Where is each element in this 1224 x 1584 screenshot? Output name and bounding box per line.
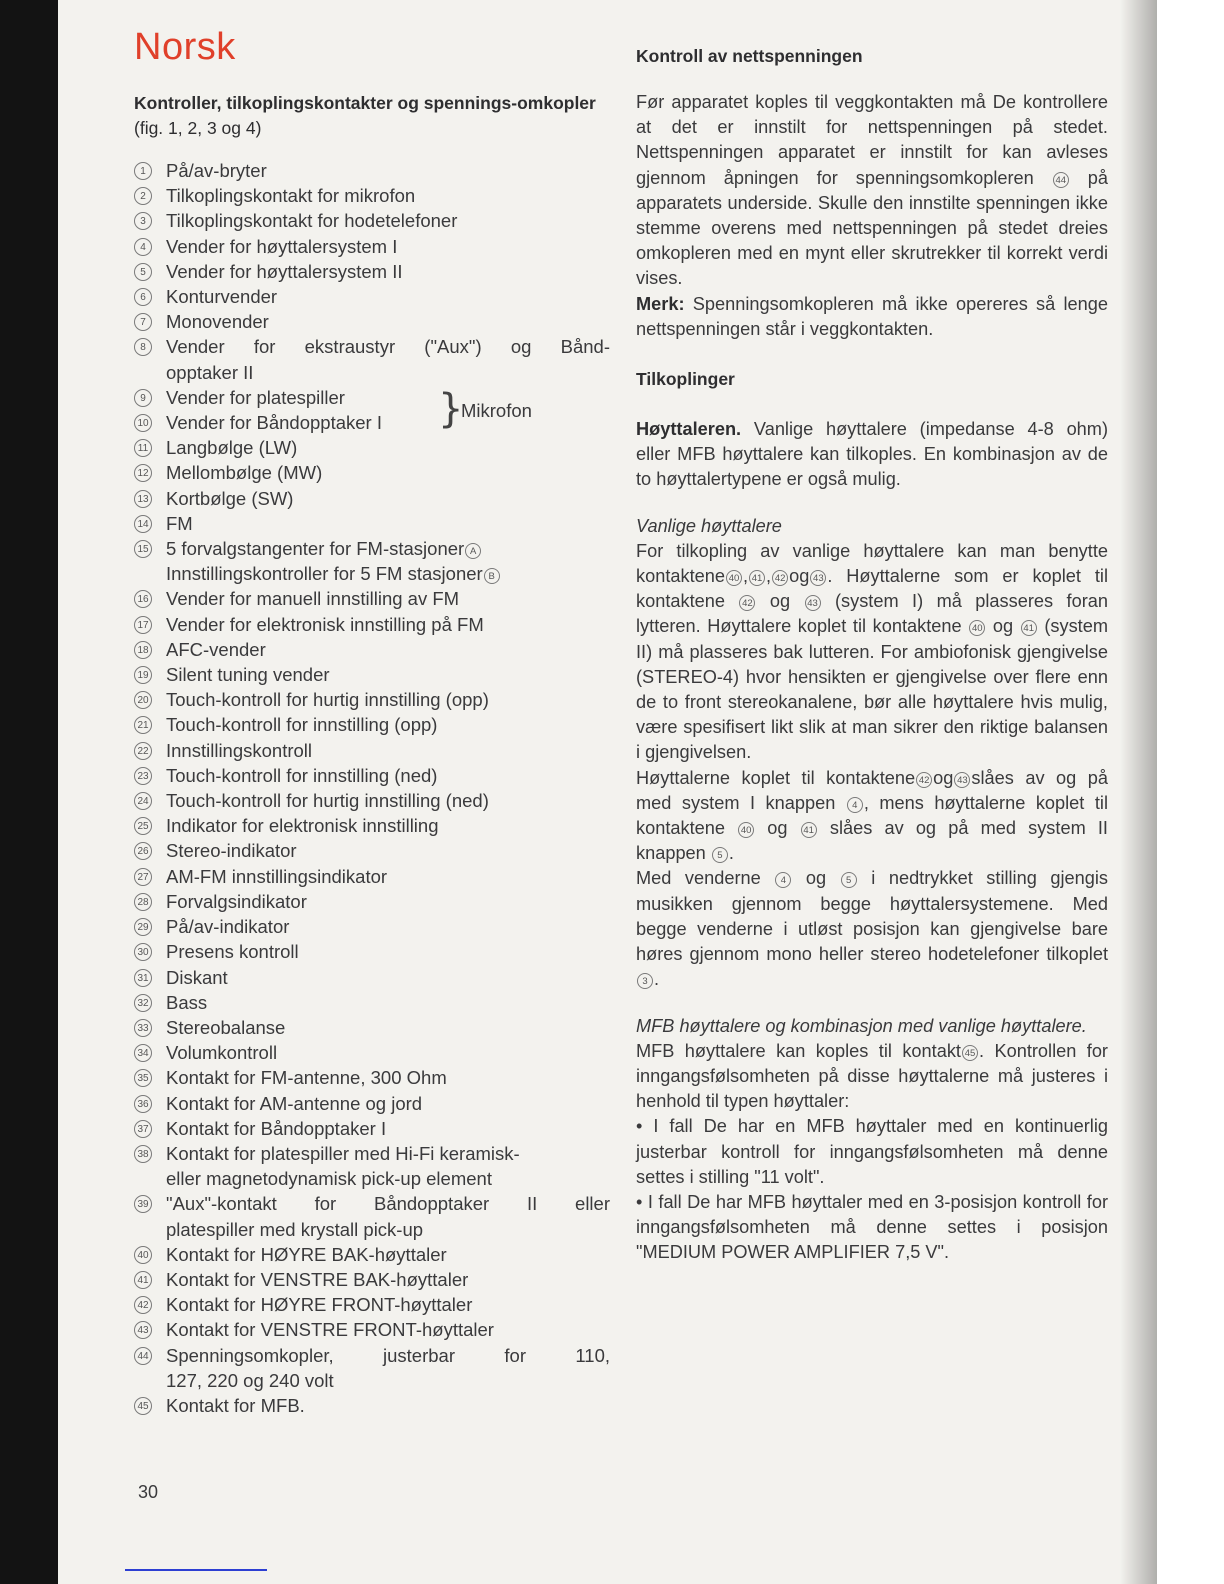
- ref-badge: 5: [712, 847, 728, 863]
- scan-right-margin: [1157, 0, 1224, 1584]
- item-label-continuation: eller magnetodynamisk pick-up element: [166, 1168, 492, 1190]
- item-label: På/av-bryter: [166, 160, 267, 181]
- right-column: [636, 44, 1108, 1266]
- item-label: Touch-kontroll for innstilling (ned): [166, 764, 438, 786]
- normal-speakers-paragraph-3: Med venderne 4 og 5 i nedtrykket stilling gjengis musikken gjennom begge høyttalersystemene. Med begge venderne i utløst posisjon kan gjengivelse bare høres gjennom mono heller stereo hodetelefoner tilkoplet 3 .: [636, 868, 1109, 990]
- item-label: Kontakt for HØYRE FRONT-høyttaler: [166, 1294, 473, 1316]
- ref-badge: 40: [969, 620, 985, 636]
- item-label: 5 forvalgstangenter for FM-stasjoner A: [166, 538, 482, 559]
- ref-badge: 42: [772, 570, 788, 586]
- item-label: Kontakt for AM-antenne og jord: [166, 1092, 423, 1114]
- item-label: Presens kontroll: [166, 941, 299, 963]
- station-badge: A: [465, 543, 481, 559]
- item-label: Vender for manuell innstilling av FM: [166, 588, 460, 610]
- item-number-badge: 7: [134, 313, 152, 331]
- item-number-badge: 4: [134, 238, 152, 256]
- control-item-33: [134, 1015, 610, 1040]
- control-item-36: [134, 1091, 610, 1116]
- item-label: Bass: [166, 991, 208, 1013]
- item-label: Touch-kontroll for hurtig innstilling (ned): [166, 790, 489, 812]
- item-number-badge: 8: [134, 338, 152, 356]
- item-label: Tilkoplingskontakt for mikrofon: [166, 185, 416, 207]
- normal-speakers-heading: Vanlige høyttalere: [636, 515, 782, 536]
- control-item-13: [134, 486, 610, 511]
- control-item-20: [134, 687, 610, 712]
- item-number-badge: 12: [134, 464, 152, 482]
- item-label: Diskant: [166, 966, 228, 988]
- item-number-badge: 19: [134, 666, 152, 684]
- controls-heading-text: Kontroller, tilkoplingskontakter og spennings-omkopler: [134, 93, 596, 113]
- ref-badge: 43: [954, 772, 970, 788]
- ref-badge: 43: [805, 595, 821, 611]
- item-number-badge: 38: [134, 1145, 152, 1163]
- item-label: Kontakt for VENSTRE FRONT-høyttaler: [166, 1319, 494, 1341]
- item-number-badge: 15: [134, 540, 152, 558]
- item-number-badge: 34: [134, 1044, 152, 1062]
- item-label: Kortbølge (SW): [166, 487, 294, 509]
- ref-badge: 44: [1053, 172, 1069, 188]
- item-number-badge: 22: [134, 742, 152, 760]
- item-number-badge: 1: [134, 162, 152, 180]
- control-item-22: [134, 738, 610, 763]
- item-label: Kontakt for VENSTRE BAK-høyttaler: [166, 1268, 469, 1290]
- item-number-badge: 32: [134, 994, 152, 1012]
- control-item-31: [134, 965, 610, 990]
- ref-badge: 4: [775, 872, 791, 888]
- control-item-6: [134, 284, 610, 309]
- item-label: Spenningsomkopler, justerbar for 110,: [166, 1344, 610, 1366]
- control-item-28: [134, 889, 610, 914]
- controls-heading: [134, 91, 610, 141]
- item-number-badge: 36: [134, 1095, 152, 1113]
- item-label: På/av-indikator: [166, 916, 290, 938]
- control-item-35: [134, 1065, 610, 1090]
- control-item-40: [134, 1242, 610, 1267]
- control-item-26: [134, 838, 610, 863]
- control-item-19: [134, 662, 610, 687]
- control-item-14: [134, 511, 610, 536]
- control-item-18: [134, 637, 610, 662]
- control-item-43: [134, 1317, 610, 1342]
- item-number-badge: 29: [134, 918, 152, 936]
- item-number-badge: 17: [134, 616, 152, 634]
- ref-badge: 43: [810, 570, 826, 586]
- control-item-17: [134, 612, 610, 637]
- item-number-badge: 20: [134, 691, 152, 709]
- control-item-24: [134, 788, 610, 813]
- speaker-paragraph: Høyttaleren. Vanlige høyttalere (impedanse 4-8 ohm) eller MFB høyttalere kan tilkoples. En kombinasjon av de to høyttalertypene er også mulig.: [636, 419, 1109, 490]
- control-item-39: [134, 1191, 610, 1241]
- scan-left-edge: [0, 0, 58, 1584]
- item-number-badge: 45: [134, 1397, 152, 1415]
- ref-badge: 40: [726, 570, 742, 586]
- ref-badge: 45: [962, 1045, 978, 1061]
- item-number-badge: 30: [134, 943, 152, 961]
- control-item-41: [134, 1267, 610, 1292]
- item-number-badge: 5: [134, 263, 152, 281]
- control-item-3: [134, 208, 610, 233]
- brace-icon: }: [438, 385, 464, 432]
- item-number-badge: 3: [134, 212, 152, 230]
- item-label: Indikator for elektronisk innstilling: [166, 815, 439, 837]
- ref-badge: 42: [916, 772, 932, 788]
- item-label: Stereo-indikator: [166, 840, 297, 862]
- control-item-23: [134, 763, 610, 788]
- item-number-badge: 23: [134, 767, 152, 785]
- control-item-10: [134, 410, 610, 435]
- item-number-badge: 2: [134, 187, 152, 205]
- voltage-paragraph: Før apparatet koples til veggkontakten må De kontrollere at det er innstilt for nettspenningen på stedet. Nettspenningen apparatet er innstilt for kan avleses gjennom åpningen for spenningsomkopleren 44 på apparatets underside. Skulle den innstilte spenningen ikke stemme overens med nettspenningen på stedet dreies omkopleren med en mynt eller skrutrekker til korrekt verdi vises.: [636, 92, 1108, 289]
- item-label: Touch-kontroll for innstilling (opp): [166, 714, 438, 736]
- item-label-continuation: platespiller med krystall pick-up: [166, 1218, 424, 1240]
- control-item-15: [134, 536, 610, 586]
- item-number-badge: 28: [134, 893, 152, 911]
- item-label: Vender for ekstraustyr ("Aux") og Bånd-: [166, 336, 610, 358]
- figure-reference: (fig. 1, 2, 3 og 4): [134, 118, 262, 138]
- control-item-29: [134, 914, 610, 939]
- language-title: Norsk: [134, 26, 236, 68]
- item-number-badge: 33: [134, 1019, 152, 1037]
- control-item-21: [134, 712, 610, 737]
- normal-speakers-paragraph-1: For tilkopling av vanlige høyttalere kan man benytte kontaktene 40 , 41 , 42 og 43 . Høyttalerne som er koplet til kontaktene 42 og 43 (system I) må plasseres foran lytteren. Høyttalere koplet til kontaktene 40 og 41 (system II) må plasseres bak lutteren. For ambiofonisk gjengivelse (STEREO-4) hvor hensikten er gjengivelse over flere enn de to front stereokanalene, bør alle høyttalere hvis mulig, være spesifisert likt slik at man sikrer den riktige balansen i gjengivelsen.: [636, 540, 1108, 763]
- ref-badge: 41: [1021, 620, 1037, 636]
- voltage-heading: Kontroll av nettspenningen: [636, 46, 863, 66]
- page-number: 30: [138, 1482, 159, 1502]
- ref-badge: 42: [739, 595, 755, 611]
- ref-badge: 41: [749, 570, 765, 586]
- item-number-badge: 9: [134, 389, 152, 407]
- ref-badge: 40: [738, 822, 754, 838]
- control-item-34: [134, 1040, 610, 1065]
- item-number-badge: 35: [134, 1069, 152, 1087]
- mfb-paragraph: MFB høyttalere kan koples til kontakt 45 . Kontrollen for inngangsfølsomheten på disse høyttalerne må justeres i henhold til typen høyttaler:: [636, 1040, 1108, 1112]
- item-label: FM: [166, 512, 193, 534]
- ref-badge: 41: [801, 822, 817, 838]
- item-label: Volumkontroll: [166, 1042, 278, 1064]
- item-number-badge: 41: [134, 1271, 152, 1289]
- control-item-2: [134, 183, 610, 208]
- item-number-badge: 6: [134, 288, 152, 306]
- control-item-32: [134, 990, 610, 1015]
- item-label: Innstillingskontroll: [166, 739, 313, 761]
- control-item-12: [134, 460, 610, 485]
- item-label: Langbølge (LW): [166, 437, 298, 459]
- control-item-1: [134, 158, 610, 183]
- ref-badge: 4: [847, 797, 863, 813]
- merk-label: Merk:: [636, 293, 685, 314]
- item-number-badge: 14: [134, 515, 152, 533]
- bullet-item: • I fall De har en MFB høyttaler med en kontinuerlig justerbar kontroll for inngangsfølsomheten må denne settes i stilling "11 volt".: [636, 1116, 1108, 1187]
- item-number-badge: 18: [134, 641, 152, 659]
- item-label: Kontakt for Båndopptaker I: [166, 1117, 387, 1139]
- microphone-group-label: Mikrofon: [461, 399, 532, 421]
- item-number-badge: 44: [134, 1347, 152, 1365]
- merk-paragraph: Merk: Spenningsomkopleren må ikke opereres så lenge nettspenningen står i veggkontakten.: [636, 293, 1108, 339]
- item-number-badge: 21: [134, 716, 152, 734]
- mfb-heading: MFB høyttalere og kombinasjon med vanlige høyttalere.: [636, 1015, 1087, 1036]
- item-label: Kontakt for FM-antenne, 300 Ohm: [166, 1067, 447, 1089]
- ref-badge: 5: [841, 872, 857, 888]
- item-label: Stereobalanse: [166, 1016, 286, 1038]
- item-label: Tilkoplingskontakt for hodetelefoner: [166, 210, 458, 232]
- controls-list: [134, 158, 610, 1418]
- item-label: Vender for Båndopptaker I: [166, 412, 382, 434]
- item-number-badge: 31: [134, 969, 152, 987]
- item-number-badge: 37: [134, 1120, 152, 1138]
- ref-badge: 3: [637, 973, 653, 989]
- control-item-25: [134, 813, 610, 838]
- control-item-37: [134, 1116, 610, 1141]
- control-item-7: [134, 309, 610, 334]
- item-number-badge: 24: [134, 792, 152, 810]
- item-label: AM-FM innstillingsindikator: [166, 865, 388, 887]
- control-item-38: [134, 1141, 610, 1191]
- item-number-badge: 11: [134, 439, 152, 457]
- item-label: AFC-vender: [166, 638, 266, 660]
- control-item-11: [134, 435, 610, 460]
- blue-underline-mark: [125, 1569, 267, 1571]
- control-item-45: [134, 1393, 610, 1418]
- control-item-30: [134, 939, 610, 964]
- control-item-8: [134, 334, 610, 384]
- control-item-27: [134, 864, 610, 889]
- station-badge: B: [484, 568, 500, 584]
- control-item-5: [134, 259, 610, 284]
- item-label-continuation: 127, 220 og 240 volt: [166, 1369, 334, 1391]
- item-label: Kontakt for platespiller med Hi-Fi keramisk-: [166, 1142, 520, 1164]
- item-number-badge: 16: [134, 590, 152, 608]
- item-number-badge: 13: [134, 490, 152, 508]
- control-item-44: [134, 1343, 610, 1393]
- item-number-badge: 26: [134, 842, 152, 860]
- item-number-badge: 25: [134, 817, 152, 835]
- item-number-badge: 10: [134, 414, 152, 432]
- item-label-continuation: opptaker II: [166, 361, 254, 383]
- item-label: Vender for elektronisk innstilling på FM: [166, 613, 484, 635]
- item-label: Kontakt for MFB.: [166, 1394, 305, 1416]
- normal-speakers-paragraph-2: Høyttalerne koplet til kontaktene 42 og 43 slåes av og på med system I knappen 4 , mens høyttalerne koplet til kontaktene 40 og 41 slåes av og på med system II knappen 5 .: [636, 767, 1108, 864]
- connections-heading: Tilkoplinger: [636, 369, 735, 390]
- item-label: Vender for platespiller: [166, 386, 345, 408]
- item-label: Kontakt for HØYRE BAK-høyttaler: [166, 1243, 447, 1265]
- item-label-continuation: Innstillingskontroller for 5 FM stasjoner B: [166, 561, 610, 586]
- item-label: Monovender: [166, 311, 269, 333]
- item-label: Vender for høyttalersystem I: [166, 235, 398, 257]
- left-column: [134, 26, 610, 1418]
- item-label: Forvalgsindikator: [166, 890, 307, 912]
- control-item-42: [134, 1292, 610, 1317]
- item-number-badge: 42: [134, 1296, 152, 1314]
- item-label: Touch-kontroll for hurtig innstilling (opp): [166, 689, 489, 711]
- item-label: "Aux"-kontakt for Båndopptaker II eller: [166, 1193, 610, 1215]
- item-number-badge: 40: [134, 1246, 152, 1264]
- item-number-badge: 39: [134, 1195, 152, 1213]
- item-label: Konturvender: [166, 286, 278, 308]
- page-gutter-shadow: [1120, 0, 1157, 1584]
- item-label: Mellombølge (MW): [166, 462, 323, 484]
- item-label: Vender for høyttalersystem II: [166, 260, 403, 282]
- item-number-badge: 27: [134, 868, 152, 886]
- bullet-item: • I fall De har MFB høyttaler med en 3-posisjon kontroll for inngangsfølsomheten må denne settes i posisjon "MEDIUM POWER AMPLIFIER 7,5 V".: [636, 1191, 1108, 1263]
- control-item-16: [134, 586, 610, 611]
- item-label: Silent tuning vender: [166, 664, 330, 686]
- control-item-4: [134, 234, 610, 259]
- item-number-badge: 43: [134, 1321, 152, 1339]
- speaker-label: Høyttaleren.: [636, 419, 742, 440]
